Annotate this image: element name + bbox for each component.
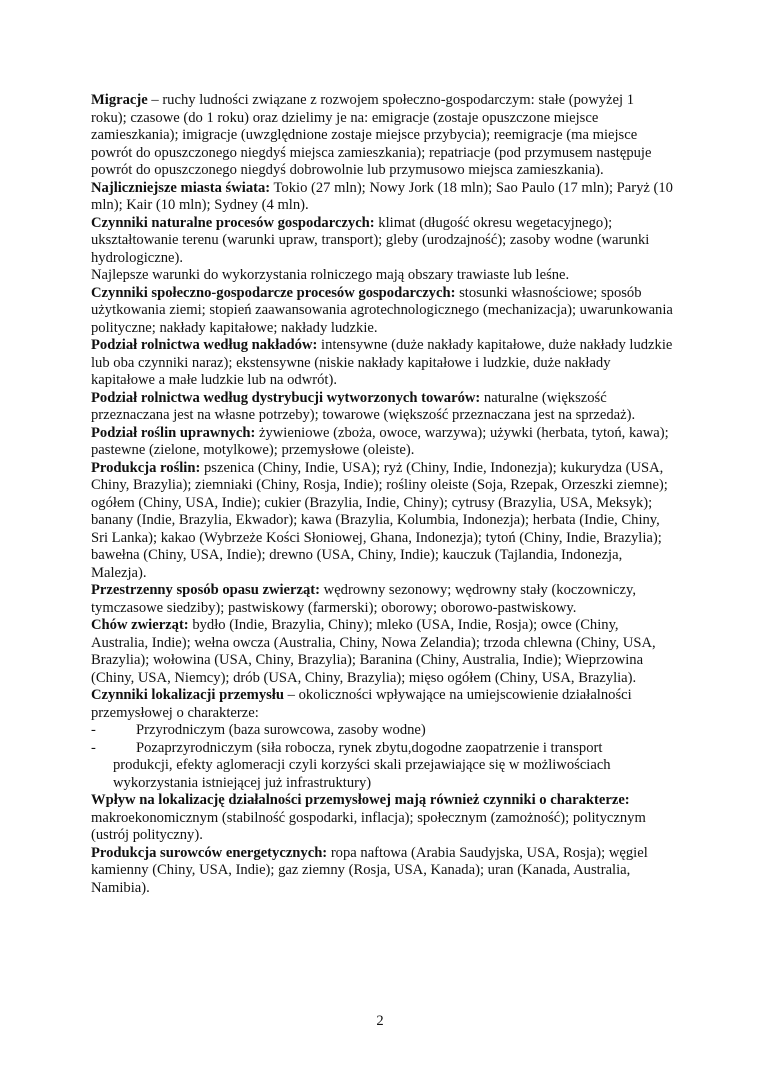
paragraph-text: ropa naftowa (Arabia Saudyjska, USA, Rosja); węgiel kamienny (Chiny, USA, Indie); gaz ziemny (Rosja, USA, Kanada); uran (Kanada, Australia, Namibia). — [91, 844, 648, 896]
paragraph-heading: Podział roślin uprawnych: — [91, 424, 256, 441]
paragraph-text: naturalne (większość przeznaczana jest na własne potrzeby); towarowe (większość przeznaczana jest na sprzedaż). — [91, 389, 636, 423]
paragraph-text: intensywne (duże nakłady kapitałowe, duże nakłady ludzkie lub oba czynniki naraz); ekstensywne (niskie nakłady kapitałowe i ludzkie, duże nakłady kapitałowe a małe ludzkie lub na odwrót). — [91, 337, 673, 388]
paragraph-wplyw-lokalizacji — [91, 792, 673, 845]
paragraph-text: bydło (Indie, Brazylia, Chiny); mleko (USA, Indie, Rosja); owce (Chiny, Australia, Indie); wełna owcza (Australia, Chiny, Nowa Zelandia); trzoda chlewna (Chiny, USA, Brazylia); wołowina (USA, Chiny, Brazylia); Baranina (Chiny, Australia, Indie); Wieprzowina (Chiny, USA, Niemcy); drób (USA, Chiny, Brazylia); mięso ogółem (Chiny, USA, Brazylia). — [91, 617, 656, 686]
paragraph-czynniki-spoleczno-gospodarcze — [91, 285, 673, 338]
paragraph-heading: Wpływ na lokalizację działalności przemysłowej mają również czynniki o charakterze: — [91, 792, 630, 808]
paragraph-podzial-naklady — [91, 337, 673, 390]
list-dash: - — [91, 722, 96, 738]
paragraph-najlepsze-warunki — [91, 267, 673, 285]
paragraph-heading: Najliczniejsze miasta świata: — [91, 179, 271, 196]
page-content — [91, 92, 673, 897]
paragraph-heading: Migracje — [91, 92, 148, 108]
paragraph-text: stosunki własnościowe; sposób użytkowania ziemi; stopień zaawansowania agrotechnologicznego (mechanizacja); uwarunkowania polityczne; nakłady kapitałowe; nakłady ludzkie. — [91, 284, 673, 336]
list-item-text: Przyrodniczym (baza surowcowa, zasoby wodne) — [136, 722, 426, 738]
list-dash: - — [91, 739, 96, 756]
paragraph-text: pszenica (Chiny, Indie, USA); ryż (Chiny, Indie, Indonezja); kukurydza (USA, Chiny, Brazylia); ziemniaki (Chiny, Rosja, Indie); rośliny oleiste (Soja, Rzepak, Orzeszki ziemne); ogółem (Chiny, USA, Indie); cukier (Brazylia, Indie, Chiny); cytrusy (Brazylia, USA, Meksyk); banany (Indie, Brazylia, Ekwador); kawa (Brazylia, Kolumbia, Indonezja); herbata (Indie, Chiny, Sri Lanka); kakao (Wybrzeże Kości Słoniowej, Ghana, Indonezja); tytoń (Chiny, Indie, Brazylia); bawełna (Chiny, USA, Indie); drewno (USA, Chiny, Indie); kauczuk (Tajlandia, Indonezja, Malezja). — [91, 459, 668, 581]
paragraph-heading: Czynniki naturalne procesów gospodarczych: — [91, 214, 375, 231]
list-item — [91, 740, 673, 758]
page-number: 2 — [376, 1013, 384, 1029]
paragraph-produkcja-roslin — [91, 460, 673, 583]
list-item — [91, 722, 673, 740]
paragraph-heading: Czynniki społeczno-gospodarcze procesów gospodarczych: — [91, 284, 456, 301]
paragraph-text: Tokio (27 mln); Nowy Jork (18 mln); Sao Paulo (17 mln); Paryż (10 mln); Kair (10 mln); Sydney (4 mln). — [91, 179, 673, 213]
list-item-continuation: produkcji, efekty aglomeracji czyli korzyści skali przejawiające się w możliwościach wykorzystania istniejącej już infrastruktury) — [113, 757, 611, 791]
paragraph-heading: Produkcja roślin: — [91, 459, 201, 476]
paragraph-surowce-energetyczne — [91, 845, 673, 898]
paragraph-text: – okoliczności wpływające na umiejscowienie działalności przemysłowej o charakterze: — [91, 687, 632, 721]
paragraph-text: wędrowny sezonowy; wędrowny stały (koczowniczy, tymczasowe siedziby); pastwiskowy (farmerski); oborowy; oborowo-pastwiskowy. — [91, 582, 636, 616]
paragraph-text: makroekonomicznym (stabilność gospodarki, inflacja); społecznym (zamożność); politycznym (ustrój polityczny). — [91, 809, 646, 843]
paragraph-podzial-dystrybucja — [91, 390, 673, 425]
paragraph-opas-zwierzat — [91, 582, 673, 617]
paragraph-lokalizacja-przemyslu — [91, 687, 673, 722]
paragraph-heading: Podział rolnictwa według nakładów: — [91, 337, 318, 353]
factor-list — [91, 722, 673, 792]
paragraph-heading: Chów zwierząt: — [91, 617, 189, 633]
paragraph-czynniki-naturalne — [91, 215, 673, 268]
paragraph-podzial-roslin — [91, 425, 673, 460]
paragraph-text: klimat (długość okresu wegetacyjnego); ukształtowanie terenu (warunki upraw, transport); gleby (urodzajność); zasoby wodne (warunki hydrologiczne). — [91, 214, 650, 266]
paragraph-heading: Czynniki lokalizacji przemysłu — [91, 687, 284, 703]
paragraph-migracje — [91, 92, 673, 180]
paragraph-heading: Przestrzenny sposób opasu zwierząt: — [91, 582, 321, 598]
paragraph-text: żywieniowe (zboża, owoce, warzywa); używki (herbata, tytoń, kawa); pastewne (zielone, motylkowe); przemysłowe (oleiste). — [91, 424, 669, 458]
paragraph-heading: Produkcja surowców energetycznych: — [91, 844, 328, 861]
paragraph-text: – ruchy ludności związane z rozwojem społeczno-gospodarczym: stałe (powyżej 1 roku); czasowe (do 1 roku) oraz dzielimy je na: emigracje (zostaje opuszczone miejsce zamieszkania); imigracje (uwzględnione zostaje miejsce przybycia); reemigracje (ma miejsce powrót do opuszczonego niegdyś miejsca zamieszkania); repatriacje (pod przymusem następuje powrót do opuszczonego niegdyś dobrowolnie lub przymusowo miejsca zamieszkania). — [91, 92, 652, 178]
list-item-text: Pozaprzyrodniczym (siła robocza, rynek zbytu,dogodne zaopatrzenie i transport — [136, 739, 603, 756]
paragraph-chow-zwierzat — [91, 617, 673, 687]
paragraph-heading: Podział rolnictwa według dystrybucji wytworzonych towarów: — [91, 389, 481, 406]
paragraph-najliczniejsze-miasta — [91, 180, 673, 215]
paragraph-text: Najlepsze warunki do wykorzystania rolniczego mają obszary trawiaste lub leśne. — [91, 267, 570, 283]
